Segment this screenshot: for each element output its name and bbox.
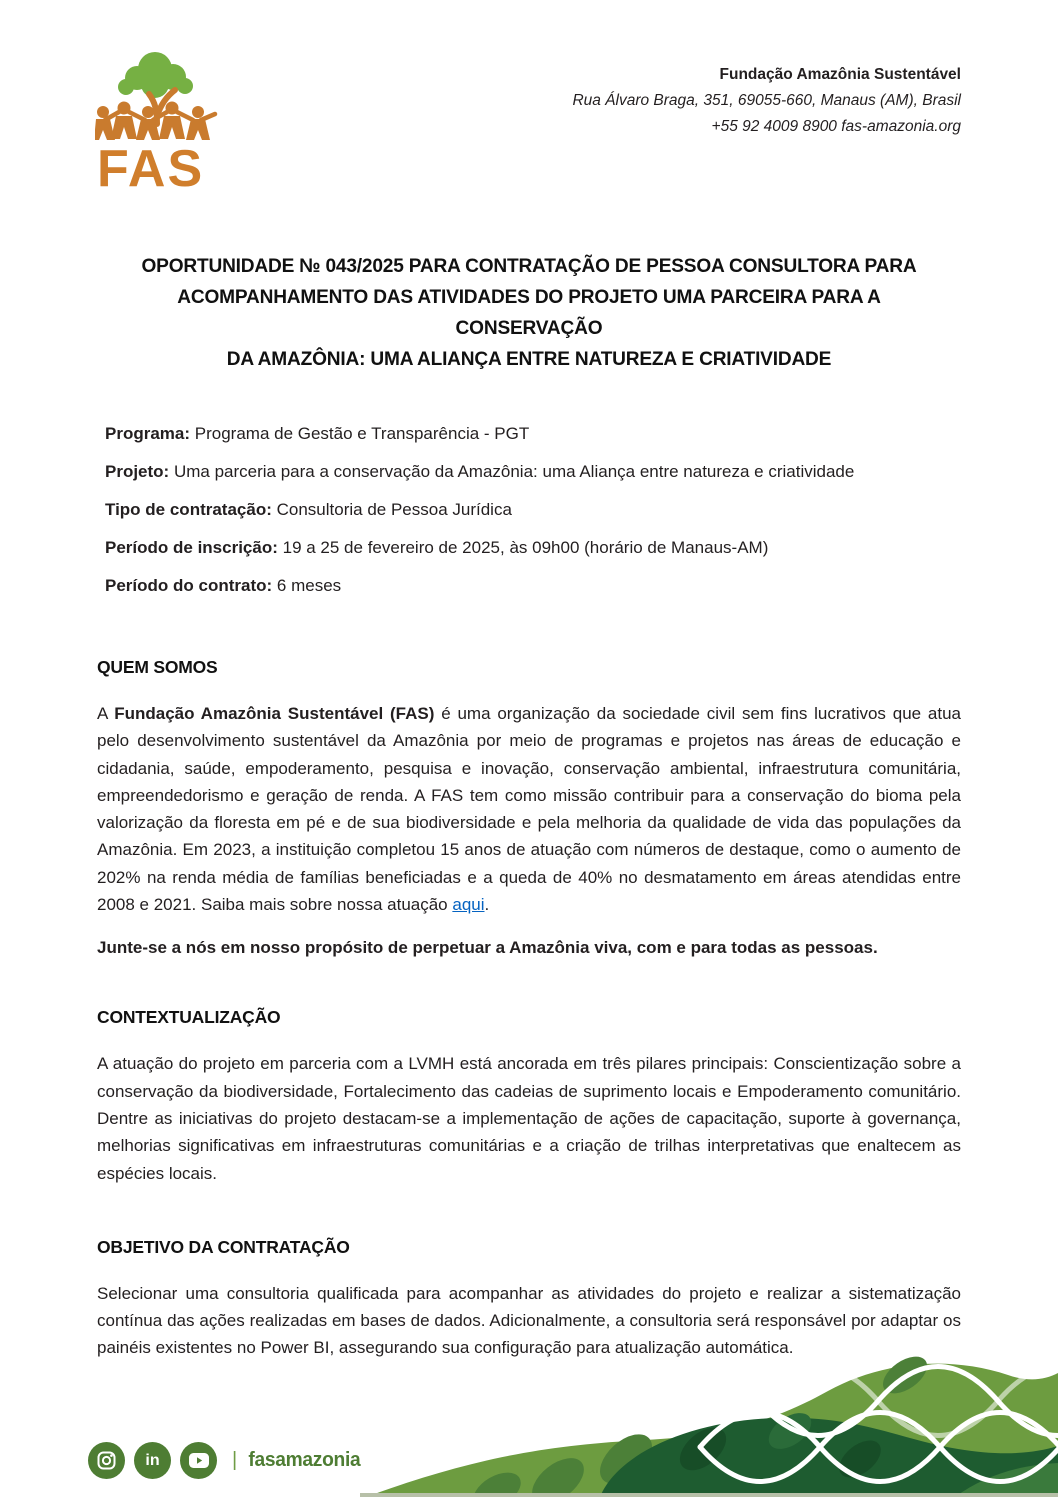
bottom-strip [360, 1493, 1058, 1497]
meta-periodo-contrato [105, 567, 961, 605]
heading-contextualizacao: CONTEXTUALIZAÇÃO [97, 1007, 281, 1028]
fas-logo [95, 44, 225, 199]
quem-somos-bold-fas: Fundação Amazônia Sustentável (FAS) [114, 704, 435, 723]
handle-separator: | [232, 1449, 238, 1471]
meta-tipo-label: Tipo de contratação: [105, 500, 272, 519]
heading-objetivo: OBJETIVO DA CONTRATAÇÃO [97, 1236, 350, 1257]
title-line-2: ACOMPANHAMENTO DAS ATIVIDADES DO PROJETO UMA PARCEIRA PARA A CONSERVAÇÃO [177, 286, 881, 339]
meta-periodo-inscricao [105, 529, 961, 567]
meta-projeto-value: Uma parceria para a conservação da Amazônia: uma Aliança entre natureza e criatividade [169, 462, 855, 481]
meta-inscricao-label: Período de inscrição: [105, 538, 278, 557]
aqui-link[interactable]: aqui [452, 895, 485, 915]
quem-somos-paragraph [97, 700, 961, 918]
youtube-icon[interactable] [180, 1442, 217, 1479]
social-handle: fasamazonia [248, 1449, 361, 1471]
org-address: Rua Álvaro Braga, 351, 69055-660, Manaus (AM), Brasil [572, 92, 961, 109]
meta-programa-label: Programa: [105, 424, 191, 443]
title-line-3: DA AMAZÔNIA: UMA ALIANÇA ENTRE NATUREZA E CRIATIVIDADE [226, 348, 832, 370]
header-contact-block [572, 44, 961, 140]
heading-quem-somos: QUEM SOMOS [97, 657, 218, 677]
opportunity-meta [105, 415, 961, 605]
meta-projeto-label: Projeto: [105, 462, 170, 481]
meta-tipo-value: Consultoria de Pessoa Jurídica [271, 500, 512, 519]
meta-contrato-label: Período do contrato: [105, 576, 273, 595]
tree-crown-icon [118, 52, 193, 98]
junte-se-statement: Junte-se a nós em nosso propósito de perpetuar a Amazônia viva, com e para todas as pessoas. [97, 938, 878, 958]
meta-contrato-value: 6 meses [272, 576, 342, 595]
fas-logo-graphic [95, 44, 225, 194]
meta-projeto [105, 453, 961, 491]
logo-text: FAS [97, 140, 205, 194]
meta-inscricao-value: 19 a 25 de fevereiro de 2025, às 09h00 (horário de Manaus-AM) [277, 538, 769, 557]
quem-somos-prefix: A [97, 704, 115, 723]
header [0, 0, 1058, 199]
document-title [104, 251, 955, 375]
quem-somos-body: é uma organização da sociedade civil sem fins lucrativos que atua pelo desenvolvimento sustentável da Amazônia por meio de programas e projetos nas áreas de educação e cidadania, saúde, empoderamento, pesquisa e inovação, conservação ambiental, infraestrutura comunitária, empreendedorismo e geração de renda. A FAS tem como missão contribuir para a conservação do bioma pela valorização da floresta em pé e de sua biodiversidade e pela melhoria da qualidade de vida das populações da Amazônia. Em 2023, a instituição completou 15 anos de atuação com números de destaque, como o aumento de 202% na renda média de famílias beneficiadas e a queda de 40% no desmatamento em áreas atendidas entre 2008 e 2021. Saiba mais sobre nossa atuação [97, 704, 962, 915]
quem-somos-suffix: . [484, 895, 490, 915]
social-row [88, 1442, 363, 1479]
contextualizacao-paragraph: A atuação do projeto em parceria com a LVMH está ancorada em três pilares principais: Conscientização sobre a conservação da biodiversidade, Fortalecimento das cadeias de suprimento locais e Empoderamento comunitário. Dentre as iniciativas do projeto destacam-se a implementação de ações de capacitação, suporte à governança, melhorias significativas em infraestruturas comunitárias e a criação de trilhas interpretativas que enaltecem as espécies locais. [97, 1054, 961, 1183]
instagram-icon[interactable] [88, 1442, 125, 1479]
title-line-1: OPORTUNIDADE № 043/2025 PARA CONTRATAÇÃO DE PESSOA CONSULTORA PARA [141, 255, 917, 277]
org-phone-site: +55 92 4009 8900 fas-amazonia.org [711, 118, 961, 135]
objetivo-paragraph: Selecionar uma consultoria qualificada para acompanhar as atividades do projeto e realizar a sistematização contínua das ações realizadas em bases de dados. Adicionalmente, a consultoria será responsável por adaptar os painéis existentes no Power BI, assegurando sua configuração para atualização automática. [97, 1283, 961, 1358]
meta-programa-value: Programa de Gestão e Transparência - PGT [190, 424, 530, 443]
footer [0, 1327, 1058, 1497]
meta-programa [105, 415, 961, 453]
org-name: Fundação Amazônia Sustentável [719, 66, 961, 83]
meta-tipo-contratacao [105, 491, 961, 529]
linkedin-icon[interactable]: in [134, 1442, 171, 1479]
